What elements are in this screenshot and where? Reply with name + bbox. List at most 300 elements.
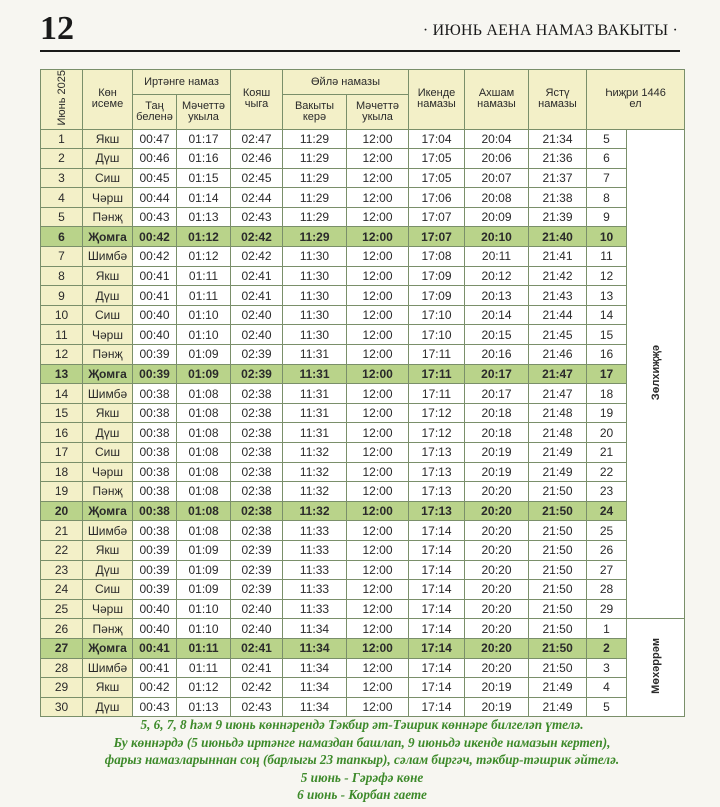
- maghrib-cell: 20:20: [465, 599, 529, 619]
- zuhr-cell: 12:00: [347, 443, 409, 463]
- dawn-cell: 00:38: [133, 482, 177, 502]
- date-cell: 28: [41, 658, 83, 678]
- zuhr-begin-cell: 11:33: [283, 560, 347, 580]
- asr-cell: 17:14: [409, 560, 465, 580]
- zuhr-cell: 12:00: [347, 658, 409, 678]
- date-cell: 9: [41, 286, 83, 306]
- maghrib-cell: 20:19: [465, 678, 529, 698]
- col-date-header: Июнь 2025: [41, 70, 83, 130]
- dawn-cell: 00:42: [133, 247, 177, 267]
- maghrib-cell: 20:20: [465, 658, 529, 678]
- zuhr-begin-cell: 11:30: [283, 266, 347, 286]
- month-label: Зөлхиҗҗә: [649, 344, 662, 401]
- day-cell: Чәрш: [83, 462, 133, 482]
- maghrib-cell: 20:11: [465, 247, 529, 267]
- hijri-cell: 13: [587, 286, 627, 306]
- sunrise-cell: 02:40: [231, 599, 283, 619]
- date-cell: 16: [41, 423, 83, 443]
- isha-cell: 21:50: [529, 658, 587, 678]
- dawn-cell: 00:47: [133, 129, 177, 149]
- zuhr-begin-cell: 11:31: [283, 423, 347, 443]
- table-row: [41, 384, 685, 404]
- date-cell: 11: [41, 325, 83, 345]
- fajr-cell: 01:16: [177, 149, 231, 169]
- isha-cell: 21:50: [529, 482, 587, 502]
- date-cell: 1: [41, 129, 83, 149]
- col-zuhr-header: Мәчеттә укыла: [347, 95, 409, 129]
- date-cell: 17: [41, 443, 83, 463]
- fajr-cell: 01:12: [177, 227, 231, 247]
- fajr-cell: 01:08: [177, 443, 231, 463]
- maghrib-cell: 20:19: [465, 443, 529, 463]
- table-row: [41, 188, 685, 208]
- table-row: [41, 678, 685, 698]
- table-row: [41, 149, 685, 169]
- asr-cell: 17:09: [409, 266, 465, 286]
- day-cell: Шимбә: [83, 247, 133, 267]
- zuhr-begin-cell: 11:33: [283, 540, 347, 560]
- sunrise-cell: 02:39: [231, 560, 283, 580]
- fajr-cell: 01:12: [177, 247, 231, 267]
- hijri-cell: 17: [587, 364, 627, 384]
- note-line: Бу көннәрдә (5 июньдә иртәнге намаздан башлап, 9 июньдә икенде намазын кертеп),: [113, 734, 611, 750]
- zuhr-begin-cell: 11:31: [283, 384, 347, 404]
- day-cell: Сиш: [83, 305, 133, 325]
- asr-cell: 17:13: [409, 462, 465, 482]
- day-cell: Пәнҗ: [83, 345, 133, 365]
- maghrib-cell: 20:17: [465, 364, 529, 384]
- fajr-cell: 01:08: [177, 521, 231, 541]
- page-title: · ИЮНЬ АЕНА НАМАЗ ВАКЫТЫ ·: [422, 22, 678, 39]
- fajr-cell: 01:10: [177, 325, 231, 345]
- isha-cell: 21:49: [529, 462, 587, 482]
- zuhr-begin-cell: 11:30: [283, 286, 347, 306]
- fajr-cell: 01:13: [177, 697, 231, 717]
- col-sunrise-header: Кояш чыга: [231, 70, 283, 130]
- fajr-cell: 01:08: [177, 423, 231, 443]
- isha-cell: 21:45: [529, 325, 587, 345]
- sunrise-cell: 02:39: [231, 540, 283, 560]
- dawn-cell: 00:44: [133, 188, 177, 208]
- isha-cell: 21:43: [529, 286, 587, 306]
- dawn-cell: 00:38: [133, 403, 177, 423]
- zuhr-begin-cell: 11:31: [283, 364, 347, 384]
- sunrise-cell: 02:41: [231, 286, 283, 306]
- fajr-cell: 01:09: [177, 364, 231, 384]
- table-row: [41, 207, 685, 227]
- zuhr-begin-cell: 11:33: [283, 599, 347, 619]
- hijri-cell: 28: [587, 580, 627, 600]
- hijri-cell: 10: [587, 227, 627, 247]
- zuhr-begin-cell: 11:32: [283, 482, 347, 502]
- zuhr-begin-cell: 11:29: [283, 129, 347, 149]
- prayer-times-table-wrapper: [40, 69, 684, 717]
- maghrib-cell: 20:07: [465, 168, 529, 188]
- day-cell: Дүш: [83, 423, 133, 443]
- hijri-cell: 7: [587, 168, 627, 188]
- sunrise-cell: 02:40: [231, 305, 283, 325]
- sunrise-cell: 02:41: [231, 266, 283, 286]
- day-cell: Җомга: [83, 638, 133, 658]
- zuhr-cell: 12:00: [347, 345, 409, 365]
- table-row: [41, 580, 685, 600]
- prayer-times-table: [40, 69, 685, 717]
- table-row: [41, 403, 685, 423]
- hijri-cell: 20: [587, 423, 627, 443]
- asr-cell: 17:13: [409, 482, 465, 502]
- asr-cell: 17:14: [409, 678, 465, 698]
- fajr-cell: 01:11: [177, 266, 231, 286]
- col-asr-header: Икенде намазы: [409, 70, 465, 130]
- day-cell: Дүш: [83, 286, 133, 306]
- month-dhul-hijjah: [627, 129, 685, 619]
- fajr-cell: 01:09: [177, 540, 231, 560]
- table-row: [41, 129, 685, 149]
- asr-cell: 17:14: [409, 540, 465, 560]
- isha-cell: 21:47: [529, 384, 587, 404]
- hijri-cell: 27: [587, 560, 627, 580]
- zuhr-cell: 12:00: [347, 325, 409, 345]
- zuhr-cell: 12:00: [347, 286, 409, 306]
- zuhr-cell: 12:00: [347, 462, 409, 482]
- zuhr-cell: 12:00: [347, 168, 409, 188]
- dawn-cell: 00:42: [133, 227, 177, 247]
- isha-cell: 21:34: [529, 129, 587, 149]
- fajr-cell: 01:09: [177, 580, 231, 600]
- asr-cell: 17:14: [409, 658, 465, 678]
- asr-cell: 17:09: [409, 286, 465, 306]
- fajr-cell: 01:11: [177, 638, 231, 658]
- fajr-cell: 01:11: [177, 658, 231, 678]
- sunrise-cell: 02:38: [231, 521, 283, 541]
- day-cell: Шимбә: [83, 384, 133, 404]
- date-cell: 4: [41, 188, 83, 208]
- dawn-cell: 00:43: [133, 207, 177, 227]
- sunrise-cell: 02:38: [231, 482, 283, 502]
- date-cell: 26: [41, 619, 83, 639]
- isha-cell: 21:40: [529, 227, 587, 247]
- notes-block: [40, 716, 684, 804]
- zuhr-cell: 12:00: [347, 697, 409, 717]
- zuhr-cell: 12:00: [347, 364, 409, 384]
- zuhr-begin-cell: 11:32: [283, 443, 347, 463]
- zuhr-begin-cell: 11:33: [283, 521, 347, 541]
- zuhr-cell: 12:00: [347, 266, 409, 286]
- zuhr-cell: 12:00: [347, 227, 409, 247]
- zuhr-cell: 12:00: [347, 129, 409, 149]
- zuhr-begin-cell: 11:32: [283, 501, 347, 521]
- day-cell: Пәнҗ: [83, 619, 133, 639]
- sunrise-cell: 02:43: [231, 207, 283, 227]
- sunrise-cell: 02:42: [231, 678, 283, 698]
- sunrise-cell: 02:45: [231, 168, 283, 188]
- asr-cell: 17:14: [409, 599, 465, 619]
- sunrise-cell: 02:43: [231, 697, 283, 717]
- note-line: фарыз намазларыннан соң (барлыгы 23 тапкыр), сәлам биргәч, тәкбир-тәшрик әйтелә.: [104, 752, 620, 768]
- zuhr-cell: 12:00: [347, 560, 409, 580]
- asr-cell: 17:05: [409, 168, 465, 188]
- dawn-cell: 00:40: [133, 619, 177, 639]
- day-cell: Дүш: [83, 149, 133, 169]
- date-cell: 3: [41, 168, 83, 188]
- zuhr-cell: 12:00: [347, 540, 409, 560]
- isha-cell: 21:48: [529, 403, 587, 423]
- table-row: [41, 443, 685, 463]
- date-cell: 18: [41, 462, 83, 482]
- hijri-cell: 5: [587, 697, 627, 717]
- table-row: [41, 286, 685, 306]
- isha-cell: 21:42: [529, 266, 587, 286]
- isha-cell: 21:50: [529, 501, 587, 521]
- fajr-cell: 01:13: [177, 207, 231, 227]
- date-cell: 24: [41, 580, 83, 600]
- zuhr-begin-cell: 11:29: [283, 207, 347, 227]
- dawn-cell: 00:39: [133, 345, 177, 365]
- isha-cell: 21:44: [529, 305, 587, 325]
- zuhr-begin-cell: 11:32: [283, 462, 347, 482]
- day-cell: Чәрш: [83, 188, 133, 208]
- hijri-cell: 15: [587, 325, 627, 345]
- maghrib-cell: 20:16: [465, 345, 529, 365]
- dawn-cell: 00:38: [133, 462, 177, 482]
- zuhr-begin-cell: 11:29: [283, 149, 347, 169]
- asr-cell: 17:06: [409, 188, 465, 208]
- fajr-cell: 01:17: [177, 129, 231, 149]
- hijri-cell: 18: [587, 384, 627, 404]
- isha-cell: 21:36: [529, 149, 587, 169]
- zuhr-cell: 12:00: [347, 149, 409, 169]
- zuhr-begin-cell: 11:30: [283, 325, 347, 345]
- dawn-cell: 00:38: [133, 443, 177, 463]
- dawn-cell: 00:40: [133, 325, 177, 345]
- hijri-cell: 16: [587, 345, 627, 365]
- fajr-cell: 01:10: [177, 619, 231, 639]
- hijri-cell: 26: [587, 540, 627, 560]
- dawn-cell: 00:41: [133, 638, 177, 658]
- dawn-cell: 00:41: [133, 286, 177, 306]
- fajr-cell: 01:15: [177, 168, 231, 188]
- hijri-cell: 3: [587, 658, 627, 678]
- dawn-cell: 00:39: [133, 540, 177, 560]
- dawn-cell: 00:38: [133, 423, 177, 443]
- page-number: 12: [40, 10, 74, 47]
- maghrib-cell: 20:17: [465, 384, 529, 404]
- sunrise-cell: 02:39: [231, 580, 283, 600]
- asr-cell: 17:14: [409, 619, 465, 639]
- sunrise-cell: 02:42: [231, 227, 283, 247]
- sunrise-cell: 02:38: [231, 423, 283, 443]
- sunrise-cell: 02:38: [231, 462, 283, 482]
- hijri-cell: 11: [587, 247, 627, 267]
- zuhr-cell: 12:00: [347, 188, 409, 208]
- dawn-cell: 00:39: [133, 364, 177, 384]
- dawn-cell: 00:46: [133, 149, 177, 169]
- hijri-cell: 19: [587, 403, 627, 423]
- day-cell: Чәрш: [83, 599, 133, 619]
- hijri-cell: 8: [587, 188, 627, 208]
- maghrib-cell: 20:18: [465, 403, 529, 423]
- zuhr-begin-cell: 11:34: [283, 697, 347, 717]
- isha-cell: 21:46: [529, 345, 587, 365]
- date-cell: 20: [41, 501, 83, 521]
- day-cell: Җомга: [83, 227, 133, 247]
- date-cell: 19: [41, 482, 83, 502]
- fajr-cell: 01:09: [177, 345, 231, 365]
- hijri-cell: 12: [587, 266, 627, 286]
- dawn-cell: 00:45: [133, 168, 177, 188]
- sunrise-cell: 02:38: [231, 443, 283, 463]
- date-cell: 30: [41, 697, 83, 717]
- sunrise-cell: 02:38: [231, 384, 283, 404]
- asr-cell: 17:10: [409, 305, 465, 325]
- zuhr-cell: 12:00: [347, 423, 409, 443]
- asr-cell: 17:14: [409, 521, 465, 541]
- dawn-cell: 00:40: [133, 599, 177, 619]
- isha-cell: 21:39: [529, 207, 587, 227]
- maghrib-cell: 20:20: [465, 540, 529, 560]
- dawn-cell: 00:41: [133, 266, 177, 286]
- table-row: [41, 345, 685, 365]
- date-cell: 8: [41, 266, 83, 286]
- day-cell: Шимбә: [83, 521, 133, 541]
- date-cell: 12: [41, 345, 83, 365]
- zuhr-begin-cell: 11:30: [283, 247, 347, 267]
- dawn-cell: 00:38: [133, 384, 177, 404]
- asr-cell: 17:14: [409, 580, 465, 600]
- zuhr-begin-cell: 11:34: [283, 658, 347, 678]
- month-label: Мөхәррәм: [649, 638, 662, 695]
- col-maghrib-header: Ахшам намазы: [465, 70, 529, 130]
- dawn-cell: 00:38: [133, 521, 177, 541]
- date-cell: 7: [41, 247, 83, 267]
- sunrise-cell: 02:46: [231, 149, 283, 169]
- isha-cell: 21:50: [529, 619, 587, 639]
- day-cell: Җомга: [83, 501, 133, 521]
- dawn-cell: 00:38: [133, 501, 177, 521]
- month-muharram: [627, 619, 685, 717]
- col-noon-group-header: Өйлә намазы: [283, 70, 409, 95]
- isha-cell: 21:48: [529, 423, 587, 443]
- isha-cell: 21:50: [529, 580, 587, 600]
- sunrise-cell: 02:40: [231, 619, 283, 639]
- table-row: [41, 325, 685, 345]
- date-cell: 29: [41, 678, 83, 698]
- maghrib-cell: 20:20: [465, 638, 529, 658]
- zuhr-cell: 12:00: [347, 501, 409, 521]
- date-cell: 14: [41, 384, 83, 404]
- date-cell: 23: [41, 560, 83, 580]
- maghrib-cell: 20:20: [465, 501, 529, 521]
- table-row: [41, 501, 685, 521]
- hijri-cell: 23: [587, 482, 627, 502]
- date-cell: 27: [41, 638, 83, 658]
- day-cell: Сиш: [83, 580, 133, 600]
- asr-cell: 17:11: [409, 345, 465, 365]
- hijri-cell: 24: [587, 501, 627, 521]
- table-row: [41, 168, 685, 188]
- header-rule: [40, 50, 680, 52]
- zuhr-begin-cell: 11:33: [283, 580, 347, 600]
- date-cell: 5: [41, 207, 83, 227]
- zuhr-begin-cell: 11:34: [283, 638, 347, 658]
- zuhr-cell: 12:00: [347, 678, 409, 698]
- day-cell: Пәнҗ: [83, 207, 133, 227]
- asr-cell: 17:14: [409, 638, 465, 658]
- fajr-cell: 01:08: [177, 403, 231, 423]
- isha-cell: 21:49: [529, 443, 587, 463]
- day-cell: Якш: [83, 540, 133, 560]
- asr-cell: 17:14: [409, 697, 465, 717]
- hijri-cell: 9: [587, 207, 627, 227]
- table-row: [41, 462, 685, 482]
- table-row: [41, 560, 685, 580]
- col-hijri-header: Һиҗри 1446 ел: [587, 70, 685, 130]
- date-cell: 10: [41, 305, 83, 325]
- day-cell: Дүш: [83, 560, 133, 580]
- note-line: 5 июнь - Гәрәфә көне: [300, 769, 424, 785]
- sunrise-cell: 02:41: [231, 658, 283, 678]
- table-row: [41, 697, 685, 717]
- note-line: 5, 6, 7, 8 һәм 9 июнь көннәрендә Тәкбир әт-Тәшрик көннәре билгеләп үтелә.: [140, 717, 584, 732]
- table-row: [41, 266, 685, 286]
- maghrib-cell: 20:20: [465, 560, 529, 580]
- dawn-cell: 00:39: [133, 580, 177, 600]
- table-row: [41, 247, 685, 267]
- hijri-cell: 29: [587, 599, 627, 619]
- date-cell: 21: [41, 521, 83, 541]
- date-cell: 15: [41, 403, 83, 423]
- dawn-cell: 00:39: [133, 560, 177, 580]
- isha-cell: 21:50: [529, 599, 587, 619]
- hijri-cell: 2: [587, 638, 627, 658]
- zuhr-begin-cell: 11:34: [283, 678, 347, 698]
- date-cell: 25: [41, 599, 83, 619]
- asr-cell: 17:13: [409, 443, 465, 463]
- sunrise-cell: 02:42: [231, 247, 283, 267]
- table-row: [41, 227, 685, 247]
- zuhr-cell: 12:00: [347, 305, 409, 325]
- zuhr-cell: 12:00: [347, 521, 409, 541]
- table-row: [41, 521, 685, 541]
- zuhr-cell: 12:00: [347, 580, 409, 600]
- hijri-cell: 1: [587, 619, 627, 639]
- day-cell: Җомга: [83, 364, 133, 384]
- sunrise-cell: 02:47: [231, 129, 283, 149]
- day-cell: Пәнҗ: [83, 482, 133, 502]
- hijri-cell: 14: [587, 305, 627, 325]
- zuhr-begin-cell: 11:29: [283, 168, 347, 188]
- asr-cell: 17:12: [409, 403, 465, 423]
- asr-cell: 17:10: [409, 325, 465, 345]
- zuhr-begin-cell: 11:34: [283, 619, 347, 639]
- fajr-cell: 01:11: [177, 286, 231, 306]
- dawn-cell: 00:41: [133, 658, 177, 678]
- maghrib-cell: 20:04: [465, 129, 529, 149]
- fajr-cell: 01:09: [177, 560, 231, 580]
- fajr-cell: 01:08: [177, 501, 231, 521]
- zuhr-cell: 12:00: [347, 599, 409, 619]
- fajr-cell: 01:12: [177, 678, 231, 698]
- maghrib-cell: 20:19: [465, 697, 529, 717]
- day-cell: Якш: [83, 266, 133, 286]
- day-cell: Чәрш: [83, 325, 133, 345]
- zuhr-begin-cell: 11:30: [283, 305, 347, 325]
- date-cell: 2: [41, 149, 83, 169]
- asr-cell: 17:04: [409, 129, 465, 149]
- dawn-cell: 00:42: [133, 678, 177, 698]
- asr-cell: 17:07: [409, 207, 465, 227]
- maghrib-cell: 20:14: [465, 305, 529, 325]
